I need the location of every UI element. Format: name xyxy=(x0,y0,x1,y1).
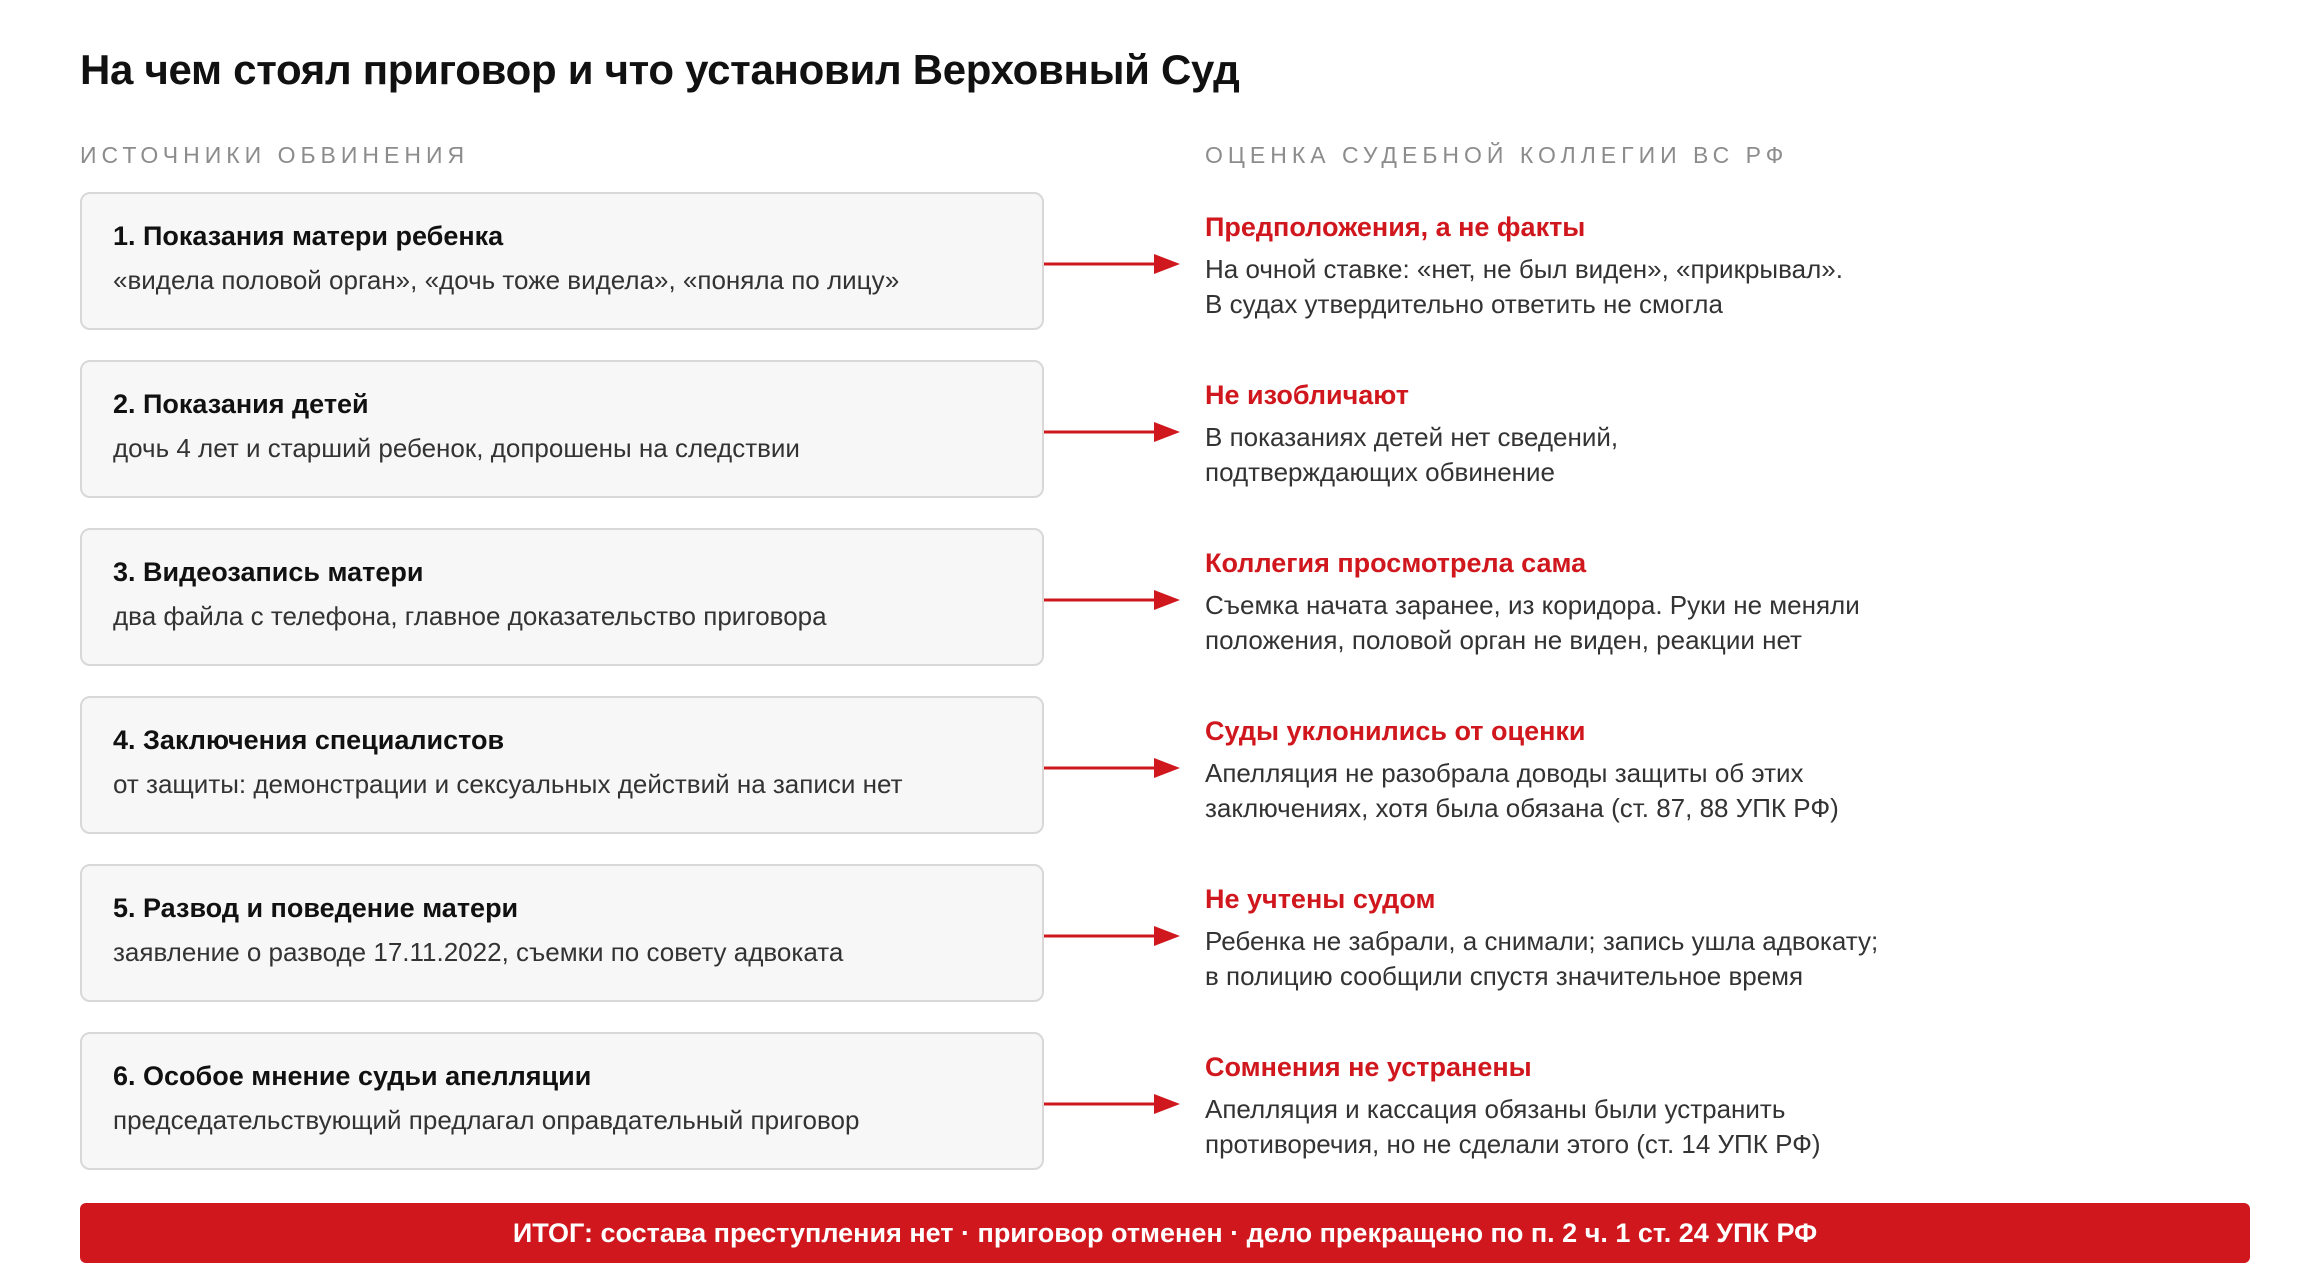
verdict-line: Апелляция и кассация обязаны были устранить xyxy=(1205,1094,1786,1124)
result-banner xyxy=(80,1203,2250,1263)
source-description: два файла с телефона, главное доказательство приговора xyxy=(113,601,827,631)
verdict-line: Ребенка не забрали, а снимали; запись ушла адвокату; xyxy=(1205,926,1879,956)
verdict-text xyxy=(1205,588,1860,658)
arrow-right-icon xyxy=(1044,420,1180,444)
source-description: дочь 4 лет и старший ребенок, допрошены на следствии xyxy=(113,433,800,463)
source-title: 6. Особое мнение судьи апелляции xyxy=(113,1061,592,1091)
source-description: от защиты: демонстрации и сексуальных действий на записи нет xyxy=(113,769,903,799)
source-card xyxy=(80,696,1044,834)
page-title: На чем стоял приговор и что установил Верховный Суд xyxy=(80,46,1240,93)
source-card xyxy=(80,360,1044,498)
source-description: «видела половой орган», «дочь тоже видела», «поняла по лицу» xyxy=(113,265,900,295)
source-title: 1. Показания матери ребенка xyxy=(113,221,504,251)
verdict-line: заключениях, хотя была обязана (ст. 87, 88 УПК РФ) xyxy=(1205,793,1839,823)
assessment-column-header: ОЦЕНКА СУДЕБНОЙ КОЛЛЕГИИ ВС РФ xyxy=(1205,142,1789,168)
source-card xyxy=(80,1032,1044,1170)
verdict-line: подтверждающих обвинение xyxy=(1205,457,1555,487)
verdict-text xyxy=(1205,252,1843,322)
source-description: председательствующий предлагал оправдательный приговор xyxy=(113,1105,860,1135)
source-title: 5. Развод и поведение матери xyxy=(113,893,519,923)
source-card xyxy=(80,528,1044,666)
source-title: 4. Заключения специалистов xyxy=(113,725,505,755)
comparison-row xyxy=(80,1032,2280,1174)
verdict-title: Коллегия просмотрела сама xyxy=(1205,548,1587,578)
verdict-title: Не изобличают xyxy=(1205,380,1409,410)
verdict-text xyxy=(1205,1092,1821,1162)
verdict-title: Предположения, а не факты xyxy=(1205,212,1586,242)
verdict-title: Суды уклонились от оценки xyxy=(1205,716,1586,746)
source-title: 3. Видеозапись матери xyxy=(113,557,424,587)
verdict-title: Сомнения не устранены xyxy=(1205,1052,1532,1082)
source-title: 2. Показания детей xyxy=(113,389,369,419)
verdict-line: На очной ставке: «нет, не был виден», «прикрывал». xyxy=(1205,254,1843,284)
verdict-line: Апелляция не разобрала доводы защиты об этих xyxy=(1205,758,1804,788)
verdict-text xyxy=(1205,924,1878,994)
arrow-right-icon xyxy=(1044,588,1180,612)
verdict-line: В судах утвердительно ответить не смогла xyxy=(1205,289,1723,319)
verdict-line: в полицию сообщили спустя значительное время xyxy=(1205,961,1804,991)
source-card xyxy=(80,864,1044,1002)
sources-column-header: ИСТОЧНИКИ ОБВИНЕНИЯ xyxy=(80,142,470,168)
comparison-row xyxy=(80,864,2280,1006)
verdict-line: положения, половой орган не виден, реакции нет xyxy=(1205,625,1802,655)
arrow-right-icon xyxy=(1044,1092,1180,1116)
verdict-line: В показаниях детей нет сведений, xyxy=(1205,422,1619,452)
verdict-line: противоречия, но не сделали этого (ст. 14 УПК РФ) xyxy=(1205,1129,1821,1159)
comparison-row xyxy=(80,528,2280,670)
verdict-title: Не учтены судом xyxy=(1205,884,1436,914)
arrow-right-icon xyxy=(1044,924,1180,948)
arrow-right-icon xyxy=(1044,756,1180,780)
result-text: ИТОГ: состава преступления нет · приговор отменен · дело прекращено по п. 2 ч. 1 ст. 24 УПК РФ xyxy=(512,1217,1818,1248)
comparison-row xyxy=(80,192,2280,334)
comparison-row xyxy=(80,360,2280,502)
arrow-right-icon xyxy=(1044,252,1180,276)
verdict-line: Съемка начата заранее, из коридора. Руки не меняли xyxy=(1205,590,1860,620)
source-description: заявление о разводе 17.11.2022, съемки по совету адвоката xyxy=(113,937,844,967)
comparison-row xyxy=(80,696,2280,838)
verdict-text xyxy=(1205,420,1618,490)
source-card xyxy=(80,192,1044,330)
verdict-text xyxy=(1205,756,1839,826)
